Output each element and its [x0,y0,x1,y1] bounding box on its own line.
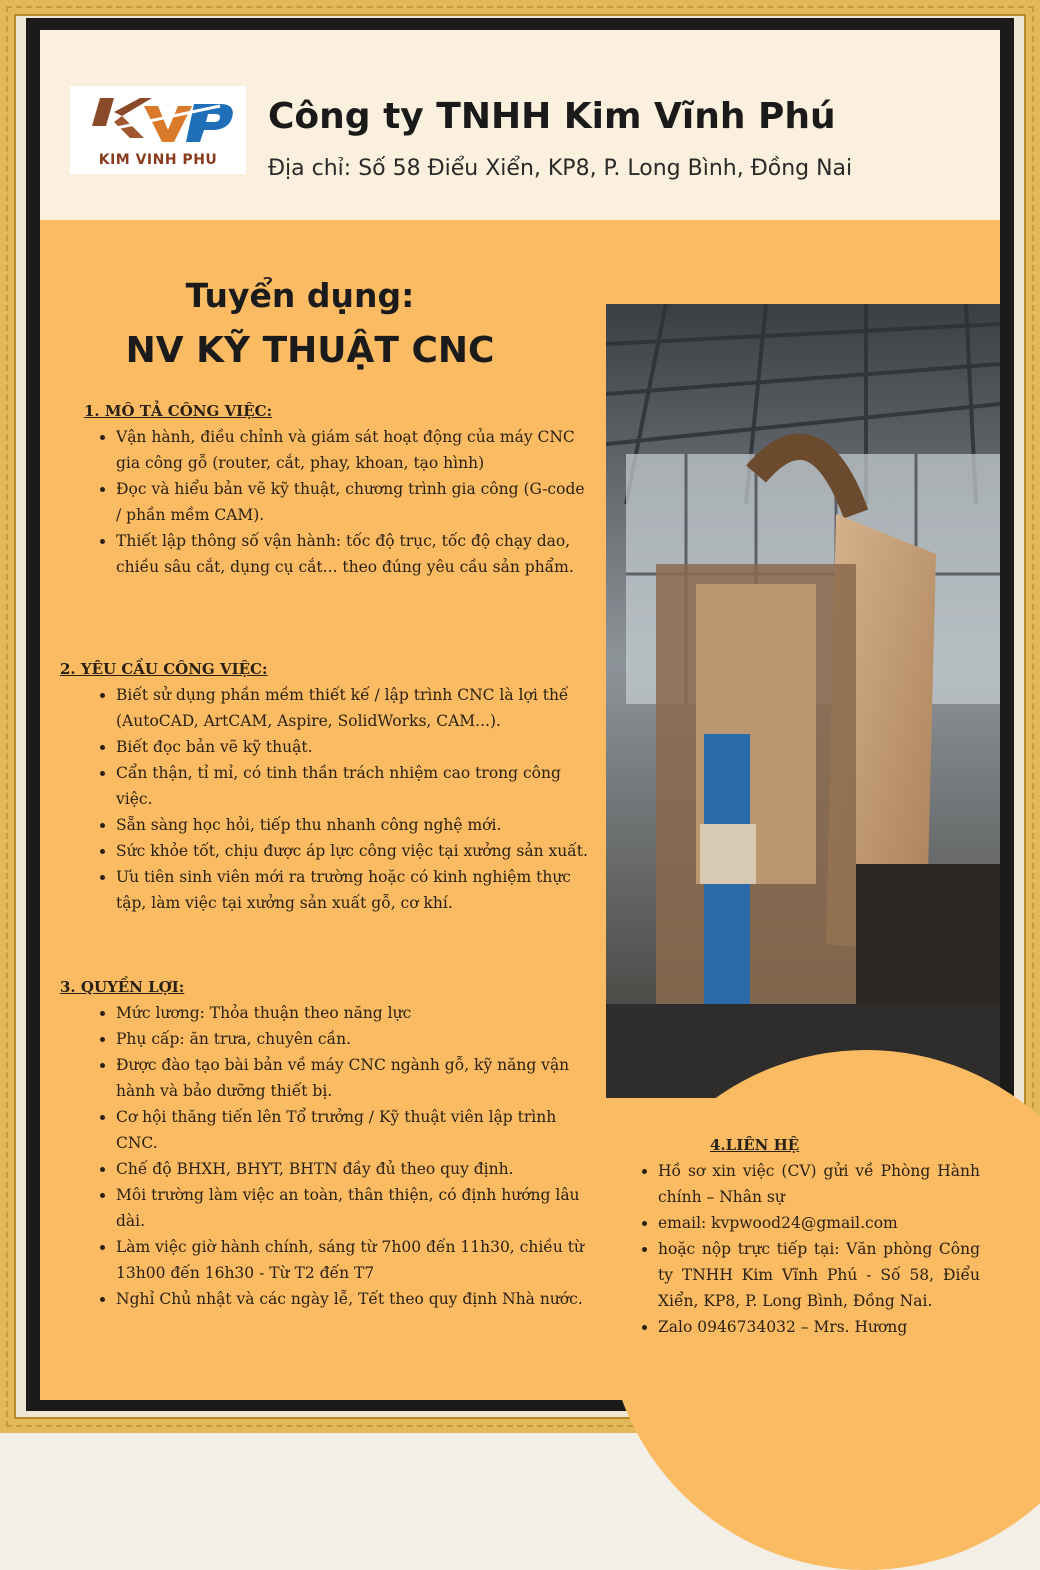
list-item: • Biết sử dụng phần mềm thiết kế / lập trình CNC là lợi thế (AutoCAD, ArtCAM, Aspire, SolidWorks, CAM...). [116,682,590,734]
contact-email: • email: kvpwood24@gmail.com [658,1210,980,1236]
cnc-machine-photo [606,304,1000,1098]
list-item: • Được đào tạo bài bản về máy CNC ngành gỗ, kỹ năng vận hành và bảo dưỡng thiết bị. [116,1052,590,1104]
list-item: • Môi trường làm việc an toàn, thân thiện, có định hướng lâu dài. [116,1182,590,1234]
contact-section [636,1136,980,1340]
logo-text: KIM VINH PHU [98,152,218,168]
recruitment-poster [26,18,1014,1411]
list-item: • Đọc và hiểu bản vẽ kỹ thuật, chương trình gia công (G-code / phần mềm CAM). [116,476,590,528]
list-item: • hoặc nộp trực tiếp tại: Văn phòng Công ty TNHH Kim Vĩnh Phú - Số 58, Điểu Xiển, KP8, P. Long Bình, Đồng Nai. [658,1236,980,1314]
list-item: • Vận hành, điều chỉnh và giám sát hoạt động của máy CNC gia công gỗ (router, cắt, phay, khoan, tạo hình) [116,424,590,476]
requirements-heading: 2. YÊU CẦU CÔNG VIỆC: [60,660,268,678]
benefits-section [60,978,590,1312]
list-item: • Phụ cấp: ăn trưa, chuyên cần. [116,1026,590,1052]
list-item: • Biết đọc bản vẽ kỹ thuật. [116,734,590,760]
company-name: Công ty TNHH Kim Vĩnh Phú [268,96,836,137]
list-item: • Cơ hội thăng tiến lên Tổ trưởng / Kỹ thuật viên lập trình CNC. [116,1104,590,1156]
contact-phone: • Zalo 0946734032 – Mrs. Hương [658,1314,980,1340]
list-item: • Hồ sơ xin việc (CV) gửi về Phòng Hành chính – Nhân sự [658,1158,980,1210]
requirements-section [60,660,590,916]
list-item: • Cẩn thận, tỉ mỉ, có tinh thần trách nhiệm cao trong công việc. [116,760,590,812]
poster-body [40,220,1000,1400]
job-description-heading: 1. MÔ TẢ CÔNG VIỆC: [84,402,273,420]
list-item: • Mức lương: Thỏa thuận theo năng lực [116,1000,590,1026]
list-item: • Ưu tiên sinh viên mới ra trường hoặc có kinh nghiệm thực tập, làm việc tại xưởng sản xuất gỗ, cơ khí. [116,864,590,916]
poster-header [40,30,1000,220]
benefits-heading: 3. QUYỀN LỢI: [60,978,185,996]
company-address: Địa chỉ: Số 58 Điểu Xiển, KP8, P. Long Bình, Đồng Nai [268,156,853,181]
contact-heading: 4.LIÊN HỆ [710,1136,800,1154]
recruitment-title: Tuyển dụng: [185,276,415,315]
list-item: • Thiết lập thông số vận hành: tốc độ trục, tốc độ chạy dao, chiều sâu cắt, dụng cụ cắt... theo đúng yêu cầu sản phẩm. [116,528,590,580]
list-item: • Làm việc giờ hành chính, sáng từ 7h00 đến 11h30, chiều từ 13h00 đến 16h30 - Từ T2 đến T7 [116,1234,590,1286]
list-item: • Chế độ BHXH, BHYT, BHTN đầy đủ theo quy định. [116,1156,590,1182]
job-description-section [60,402,590,580]
list-item: • Nghỉ Chủ nhật và các ngày lễ, Tết theo quy định Nhà nước. [116,1286,590,1312]
company-logo [70,86,246,174]
list-item: • Sức khỏe tốt, chịu được áp lực công việc tại xưởng sản xuất. [116,838,590,864]
job-title: NV KỸ THUẬT CNC [125,330,495,371]
list-item: • Sẵn sàng học hỏi, tiếp thu nhanh công nghệ mới. [116,812,590,838]
